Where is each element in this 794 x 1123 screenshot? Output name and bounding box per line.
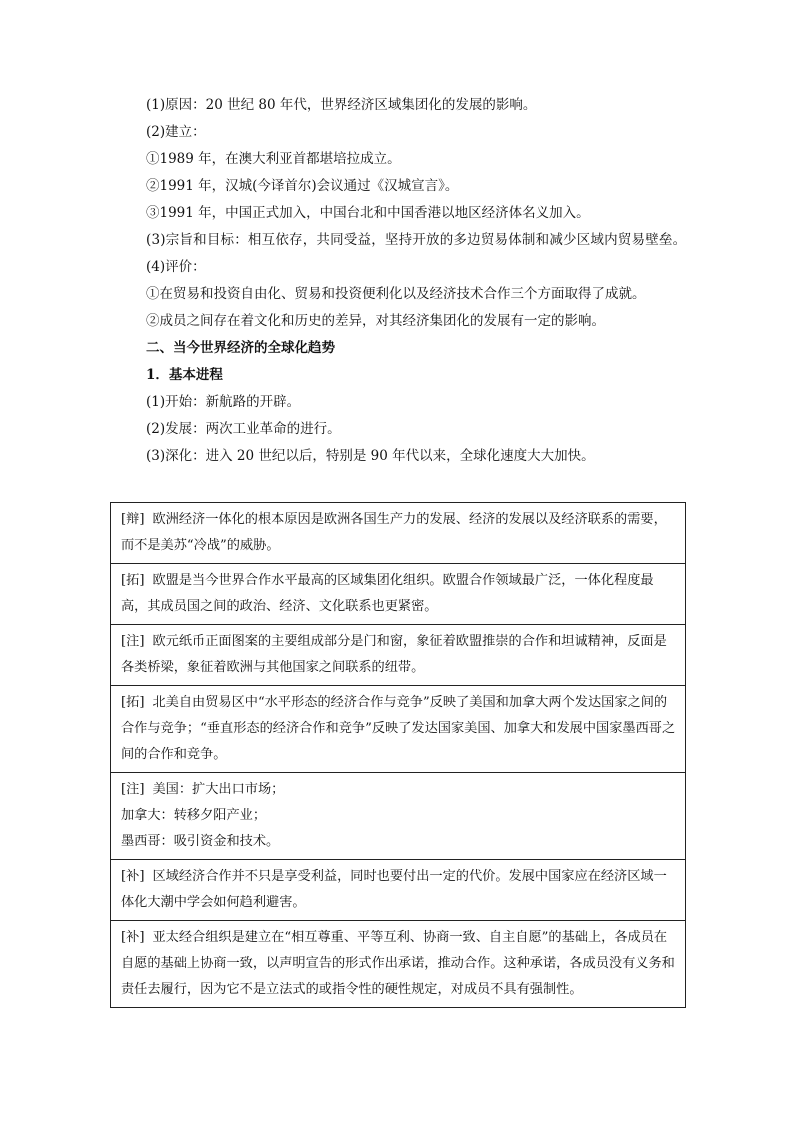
note-tag: [拓] bbox=[121, 695, 145, 710]
note-text: 区域经济合作并不只是享受利益，同时也要付出一定的代价。发展中国家应在经济区域一体化大潮中学会如何趋利避害。 bbox=[121, 869, 667, 910]
subsection-heading: 1．基本进程 bbox=[146, 367, 223, 383]
note-text: 北美自由贸易区中“水平形态的经济合作与竞争”反映了美国和加拿大两个发达国家之间的合作与竞争；“垂直形态的经济合作和竞争”反映了发达国家美国、加拿大和发展中国家墨西哥之间的合作和竞争。 bbox=[121, 695, 676, 762]
text-line-1991-china: ③1991 年，中国正式加入，中国台北和中国香港以地区经济体名义加入。 bbox=[146, 205, 590, 221]
text-line-purpose: (3)宗旨和目标：相互依存，共同受益，坚持开放的多边贸易体制和减少区域内贸易壁垒。 bbox=[146, 232, 687, 248]
note-text: 欧盟是当今世界合作水平最高的区域集团化组织。欧盟合作领域最广泛，一体化程度最高，其成员国之间的政治、经济、文化联系也更紧密。 bbox=[121, 573, 654, 614]
note-line: 加拿大：转移夕阳产业； bbox=[121, 808, 267, 823]
note-tag: [注] bbox=[121, 634, 145, 649]
section-heading: 二、当今世界经济的全球化趋势 bbox=[146, 340, 335, 356]
note-row bbox=[111, 921, 685, 1007]
note-tag: [补] bbox=[121, 930, 145, 945]
note-row bbox=[111, 564, 685, 625]
note-line bbox=[121, 777, 677, 803]
note-tag: [辩] bbox=[121, 512, 145, 527]
text-line-develop: (2)发展：两次工业革命的进行。 bbox=[146, 421, 341, 437]
note-row bbox=[111, 773, 685, 860]
note-tag: [注] bbox=[121, 782, 145, 797]
text-line-establish: (2)建立： bbox=[146, 124, 206, 140]
note-text: 欧元纸币正面图案的主要组成部分是门和窗，象征着欧盟推崇的合作和坦诚精神，反面是各类桥梁，象征着欧洲与其他国家之间联系的纽带。 bbox=[121, 634, 667, 675]
text-line-achievement: ①在贸易和投资自由化、贸易和投资便利化以及经济技术合作三个方面取得了成就。 bbox=[146, 286, 646, 302]
main-text bbox=[118, 92, 690, 470]
text-line-1989: ①1989 年，在澳大利亚首都堪培拉成立。 bbox=[146, 151, 401, 167]
note-line: 墨西哥：吸引资金和技术。 bbox=[121, 834, 280, 849]
note-row bbox=[111, 860, 685, 921]
note-text: 欧洲经济一体化的根本原因是欧洲各国生产力的发展、经济的发展以及经济联系的需要，而不是美苏“冷战”的威胁。 bbox=[121, 512, 667, 553]
text-line-reason: (1)原因：20 世纪 80 年代，世界经济区域集团化的发展的影响。 bbox=[146, 97, 537, 113]
text-line-deepen: (3)深化：进入 20 世纪以后，特别是 90 年代以来，全球化速度大大加快。 bbox=[146, 448, 595, 464]
note-text: 美国：扩大出口市场； bbox=[152, 782, 285, 797]
text-line-1991-seoul: ②1991 年，汉城(今译首尔)会议通过《汉城宣言》。 bbox=[146, 178, 459, 194]
note-tag: [拓] bbox=[121, 573, 145, 588]
note-text: 亚太经合组织是建立在“相互尊重、平等互利、协商一致、自主自愿”的基础上，各成员在自愿的基础上协商一致，以声明宣告的形式作出承诺，推动合作。这种承诺，各成员没有义务和责任去履行，因为它不是立法式的或指令性的硬性规定，对成员不具有强制性。 bbox=[121, 930, 675, 997]
note-row bbox=[111, 625, 685, 686]
note-tag: [补] bbox=[121, 869, 145, 884]
note-row bbox=[111, 686, 685, 773]
text-line-evaluation: (4)评价： bbox=[146, 259, 206, 275]
notes-table bbox=[110, 502, 686, 1008]
text-line-difference: ②成员之间存在着文化和历史的差异，对其经济集团化的发展有一定的影响。 bbox=[146, 313, 605, 329]
text-line-start: (1)开始：新航路的开辟。 bbox=[146, 394, 301, 410]
note-row bbox=[111, 503, 685, 564]
